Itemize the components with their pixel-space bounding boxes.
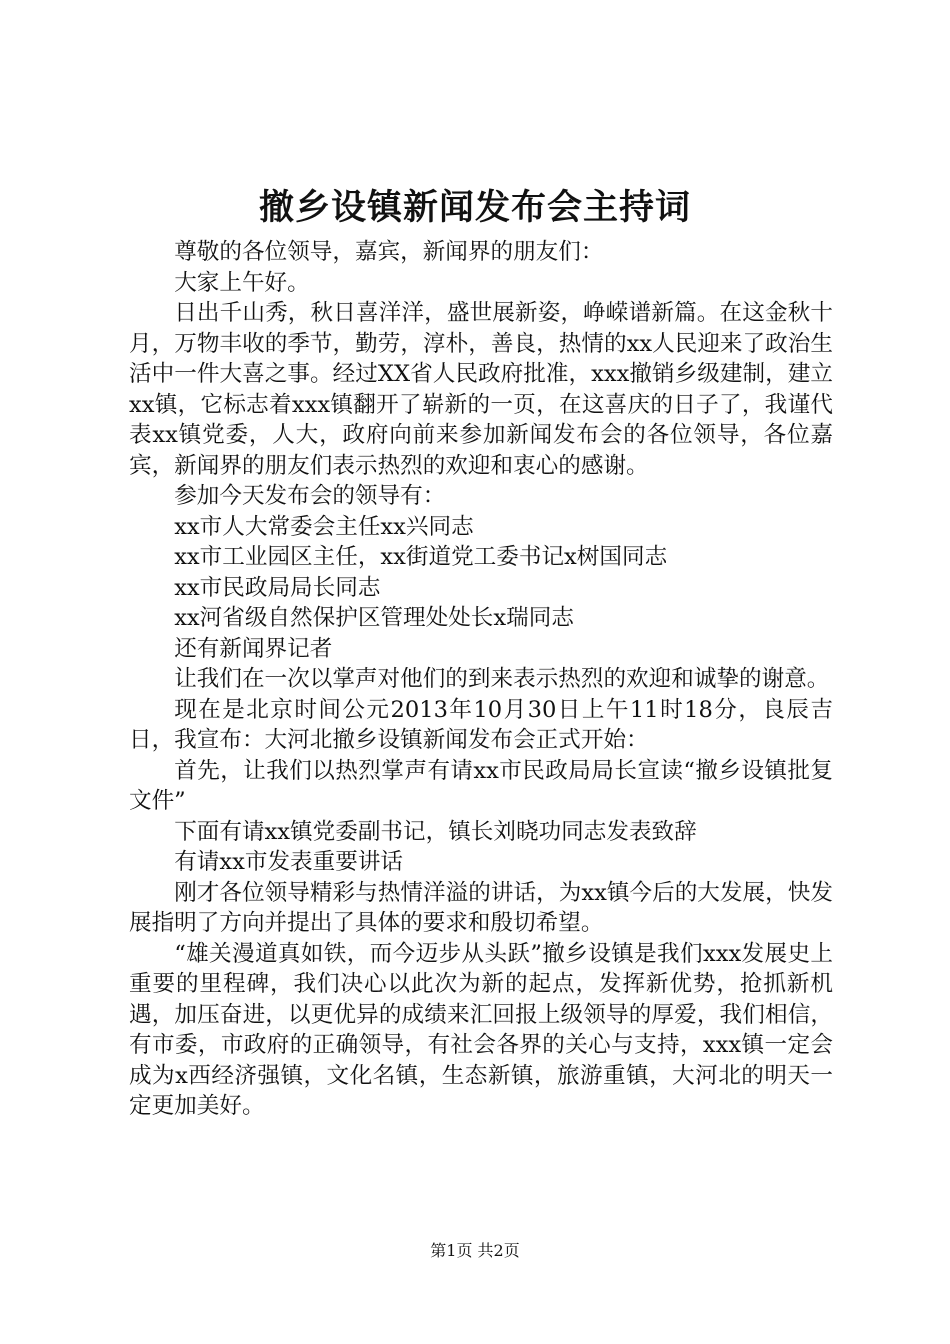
paragraph-first-speaker: 首先，让我们以热烈掌声有请xx市民政局局长宣读“撤乡设镇批复文件” — [129, 757, 833, 814]
paragraph-opening: 日出千山秀，秋日喜洋洋，盛世展新姿，峥嵘谱新篇。在这金秋十月，万物丰收的季节，勤劳，淳朴，善良，热情的xx人民迎来了政治生活中一件大喜之事。经过XX省人民政府批准，xxx撤销乡级建制，建立xx镇，它标志着xxx镇翻开了崭新的一页，在这喜庆的日子了，我谨代表xx镇党委，人大，政府向前来参加新闻发布会的各位领导，各位嘉宾，新闻界的朋友们表示热烈的欢迎和衷心的感谢。 — [129, 300, 833, 479]
paragraph-applause: 让我们在一次以掌声对他们的到来表示热烈的欢迎和诚挚的谢意。 — [174, 666, 830, 692]
paragraph-greeting: 尊敬的各位领导，嘉宾，新闻界的朋友们： — [174, 239, 604, 265]
document-title: 撤乡设镇新闻发布会主持词 — [258, 187, 691, 228]
paragraph-summary: 刚才各位领导精彩与热情洋溢的讲话，为xx镇今后的大发展，快发展指明了方向并提出了具体的要求和殷切希望。 — [129, 879, 833, 936]
paragraph-third-speaker: 有请xx市发表重要讲话 — [174, 849, 404, 875]
page-number: 第1页 共2页 — [430, 1241, 520, 1260]
paragraph-closing: “雄关漫道真如铁，而今迈步从头跃”撤乡设镇是我们xxx发展史上重要的里程碑，我们决心以此次为新的起点，发挥新优势，抢抓新机遇，加压奋进，以更优异的成绩来汇回报上级领导的厚爱，我们相信，有市委，市政府的正确领导，有社会各界的关心与支持，xxx镇一定会成为x西经济强镇，文化名镇，生态新镇，旅游重镇，大河北的明天一定更加美好。 — [129, 940, 833, 1119]
paragraph-announcement: 现在是北京时间公元2013年10月30日上午11时18分，良辰吉日，我宣布：大河北撤乡设镇新闻发布会正式开始： — [129, 696, 833, 753]
paragraph-leader-4: xx河省级自然保护区管理处处长x瑞同志 — [174, 605, 574, 631]
paragraph-leader-3: xx市民政局局长同志 — [174, 574, 381, 601]
paragraph-leader-2: xx市工业园区主任，xx街道党工委书记x树国同志 — [174, 544, 668, 570]
paragraph-second-speaker: 下面有请xx镇党委副书记，镇长刘晓功同志发表致辞 — [174, 818, 697, 845]
paragraph-journalists: 还有新闻界记者 — [174, 635, 333, 662]
paragraph-good-morning: 大家上午好。 — [174, 269, 310, 296]
document-body — [129, 237, 833, 1122]
paragraph-leaders-intro: 参加今天发布会的领导有： — [174, 483, 446, 509]
paragraph-leader-1: xx市人大常委会主任xx兴同志 — [174, 513, 474, 540]
